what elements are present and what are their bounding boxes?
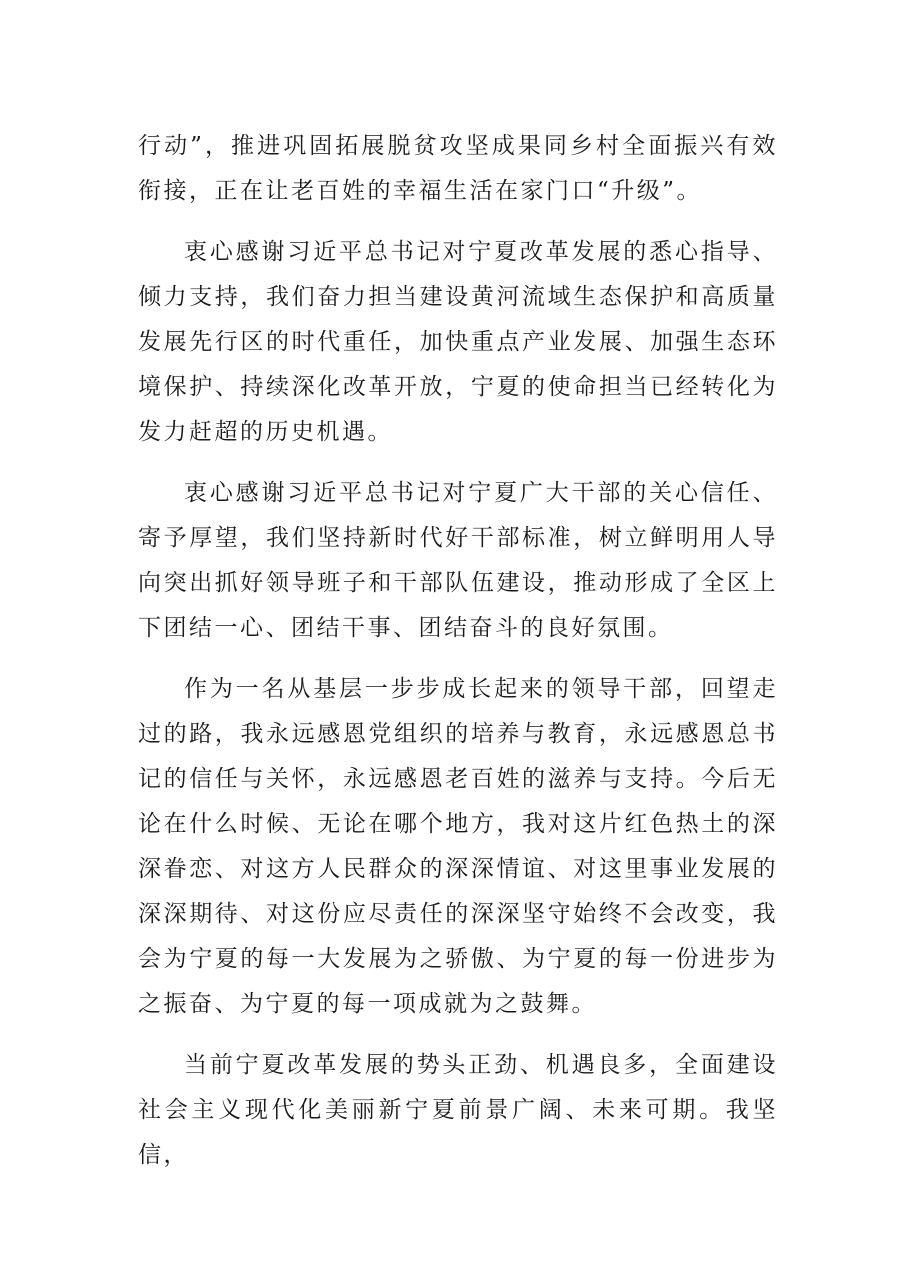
paragraph-continuation: 行动”，推进巩固拓展脱贫攻坚成果同乡村全面振兴有效衔接，正在让老百姓的幸福生活在家门口“升级”。 [138,133,778,204]
paragraph-reform-development: 衷心感谢习近平总书记对宁夏改革发展的悉心指导、倾力支持，我们奋力担当建设黄河流域生态保护和高质量发展先行区的时代重任，加快重点产业发展、加强生态环境保护、持续深化改革开放，宁夏的使命担当已经转化为发力赶超的历史机遇。 [138,239,778,445]
document-body [138,124,778,1194]
paragraph-cadres: 衷心感谢习近平总书记对宁夏广大干部的关心信任、寄予厚望，我们坚持新时代好干部标准，树立鲜明用人导向突出抓好领导班子和干部队伍建设，推动形成了全区上下团结一心、团结干事、团结奋斗的良好氛围。 [138,480,778,641]
paragraph-future: 当前宁夏改革发展的势头正劲、机遇良多，全面建设社会主义现代化美丽新宁夏前景广阔、未来可期。我坚信， [138,1052,778,1168]
paragraph-gratitude: 作为一名从基层一步步成长起来的领导干部，回望走过的路，我永远感恩党组织的培养与教育，永远感恩总书记的信任与关怀，永远感恩老百姓的滋养与支持。今后无论在什么时候、无论在哪个地方，我对这片红色热土的深深眷恋、对这方人民群众的深深情谊、对这里事业发展的深深期待、对这份应尽责任的深深坚守始终不会改变，我会为宁夏的每一大发展为之骄傲、为宁夏的每一份进步为之振奋、为宁夏的每一项成就为之鼓舞。 [138,676,778,1017]
